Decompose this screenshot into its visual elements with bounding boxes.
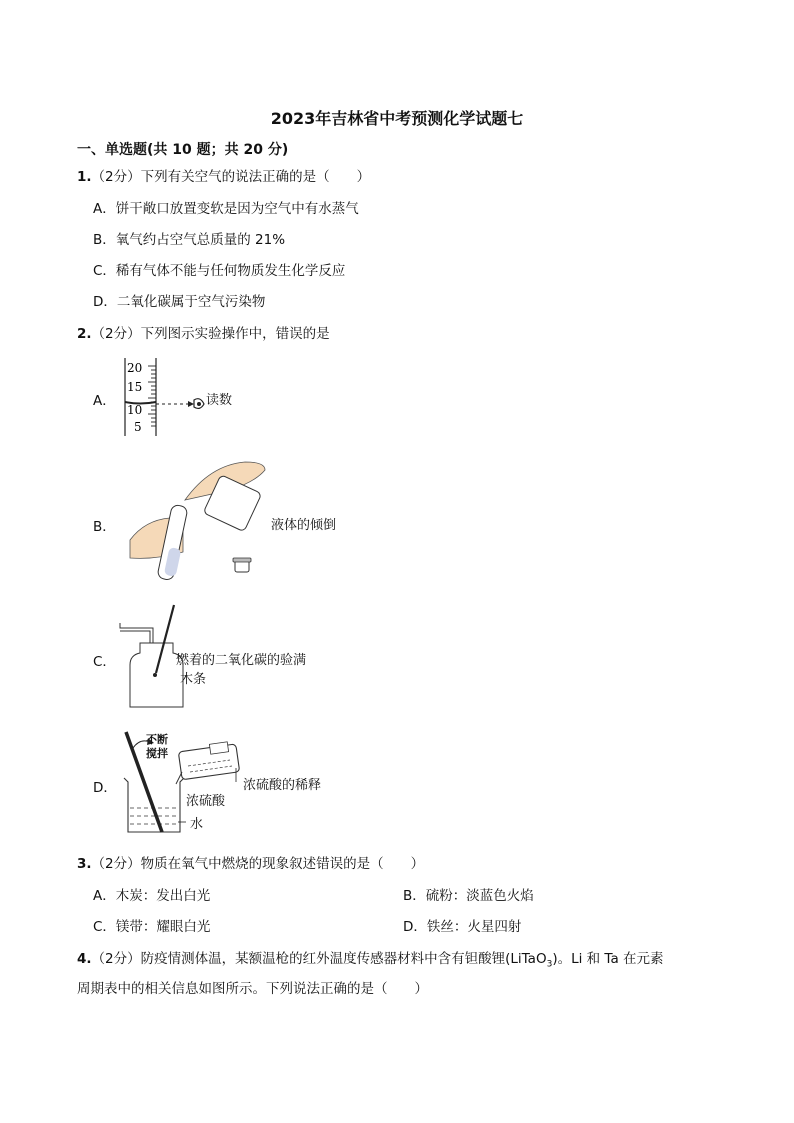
question-number: 4.	[77, 951, 92, 967]
q3-option-c: C．镁带：耀眼白光	[93, 919, 211, 935]
figure-label-pouring: 液体的倾倒	[271, 518, 337, 533]
formula-subscript: 3	[546, 959, 553, 970]
q1-option-a: A．饼干敞口放置变软是因为空气中有水蒸气	[93, 201, 359, 217]
figure-label-co2-test: 燃着的二氧化碳的验满	[176, 653, 307, 668]
q1-option-d: D．二氧化碳属于空气污染物	[93, 294, 266, 310]
question-2	[77, 322, 330, 342]
figure-label-stick: 木条	[180, 672, 207, 687]
figure-label-stir-1: 不断	[146, 733, 168, 746]
figure-label-reading: 读数	[206, 393, 233, 408]
q2-option-a: A．	[93, 393, 116, 409]
question-number: 3.	[77, 856, 92, 872]
q2-option-d: D．	[93, 780, 117, 796]
question-1	[77, 165, 370, 185]
page-title: 2023年吉林省中考预测化学试题七	[270, 109, 524, 128]
question-number: 1.	[77, 169, 92, 185]
q3-option-b: B．硫粉：淡蓝色火焰	[403, 888, 534, 904]
q2-option-c: C．	[93, 654, 116, 670]
question-number: 2.	[77, 326, 92, 342]
question-score: （2分）	[91, 326, 141, 342]
question-4	[77, 947, 717, 970]
question-score: （2分）	[91, 169, 141, 185]
question-stem: 物质在氧气中燃烧的现象叙述错误的是（ ）	[140, 856, 425, 872]
question-stem-cont: )。Li 和 Ta 在元素	[552, 951, 664, 967]
figure-pouring-liquid	[125, 460, 275, 585]
q3-option-a: A．木炭：发出白光	[93, 888, 211, 904]
figure-label-stir-2: 搅拌	[146, 747, 168, 760]
question-stem: 防疫情测体温，某额温枪的红外温度传感器材料中含有钽酸锂(LiTaO	[140, 951, 547, 967]
figure-label-conc-acid: 浓硫酸	[186, 794, 226, 809]
figure-acid-dilution	[118, 728, 243, 838]
figure-label-dilution: 浓硫酸的稀释	[243, 778, 322, 793]
question-score: （2分）	[91, 856, 141, 872]
q1-option-c: C．稀有气体不能与任何物质发生化学反应	[93, 263, 346, 279]
tick-label-10: 10	[127, 403, 143, 417]
question-4-line-2: 周期表中的相关信息如图所示。下列说法正确的是（ ）	[77, 981, 428, 997]
question-stem: 下列有关空气的说法正确的是（ ）	[140, 169, 371, 185]
figure-label-water: 水	[190, 817, 204, 832]
q1-option-b: B．氧气约占空气总质量的 21%	[93, 232, 286, 248]
tick-label-5: 5	[134, 420, 142, 434]
q2-option-b: B．	[93, 519, 116, 535]
q3-option-d: D．铁丝：火星四射	[403, 919, 522, 935]
section-heading: 一、单选题(共 10 题；共 20 分)	[77, 142, 289, 158]
question-stem: 下列图示实验操作中，错误的是	[140, 326, 330, 342]
tick-label-15: 15	[127, 380, 143, 394]
question-score: （2分）	[91, 951, 141, 967]
question-3	[77, 852, 424, 872]
tick-label-20: 20	[127, 361, 143, 375]
